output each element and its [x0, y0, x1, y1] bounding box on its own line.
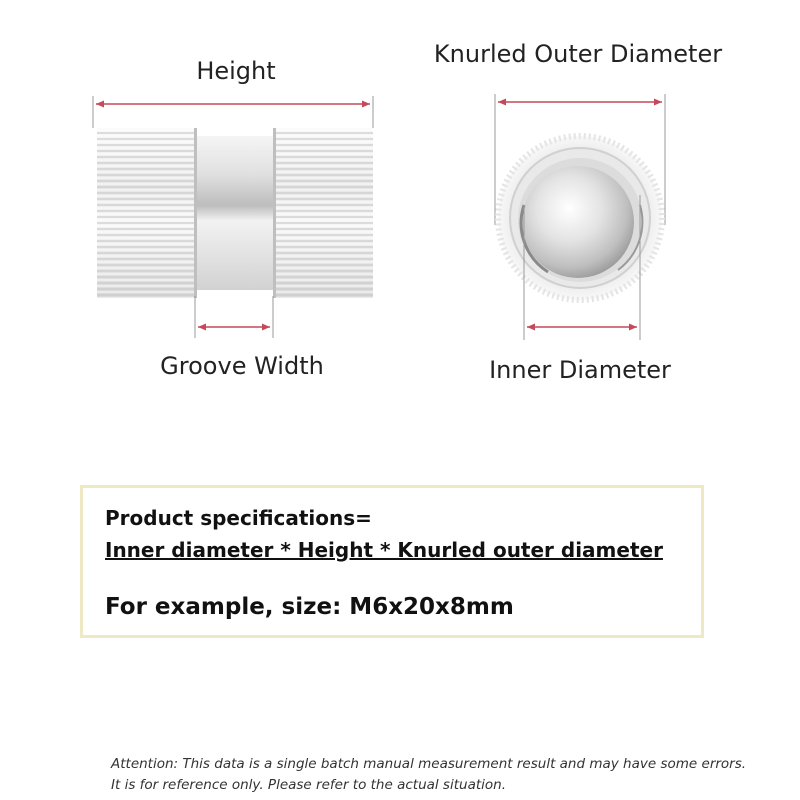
groove-width-dimension: [195, 296, 273, 338]
attention-line-2: It is for reference only. Please refer to the actual situation.: [111, 777, 506, 793]
spec-example: For example, size: M6x20x8mm: [105, 594, 514, 620]
spec-formula: Inner diameter * Height * Knurled outer diameter: [105, 538, 663, 562]
spec-title: Product specifications=: [105, 506, 372, 530]
groove-width-label: Groove Width: [160, 352, 324, 380]
knurled-nut-front-view: [498, 136, 662, 300]
specification-box: [80, 485, 704, 638]
knurled-outer-diameter-label: Knurled Outer Diameter: [433, 40, 723, 68]
attention-line-1: Attention: This data is a single batch manual measurement result and may have some errors.: [111, 756, 747, 772]
knurled-nut-side-view: [97, 128, 373, 298]
height-dimension: [93, 96, 373, 128]
inner-diameter-label: Inner Diameter: [489, 356, 671, 384]
height-label: Height: [196, 57, 276, 85]
